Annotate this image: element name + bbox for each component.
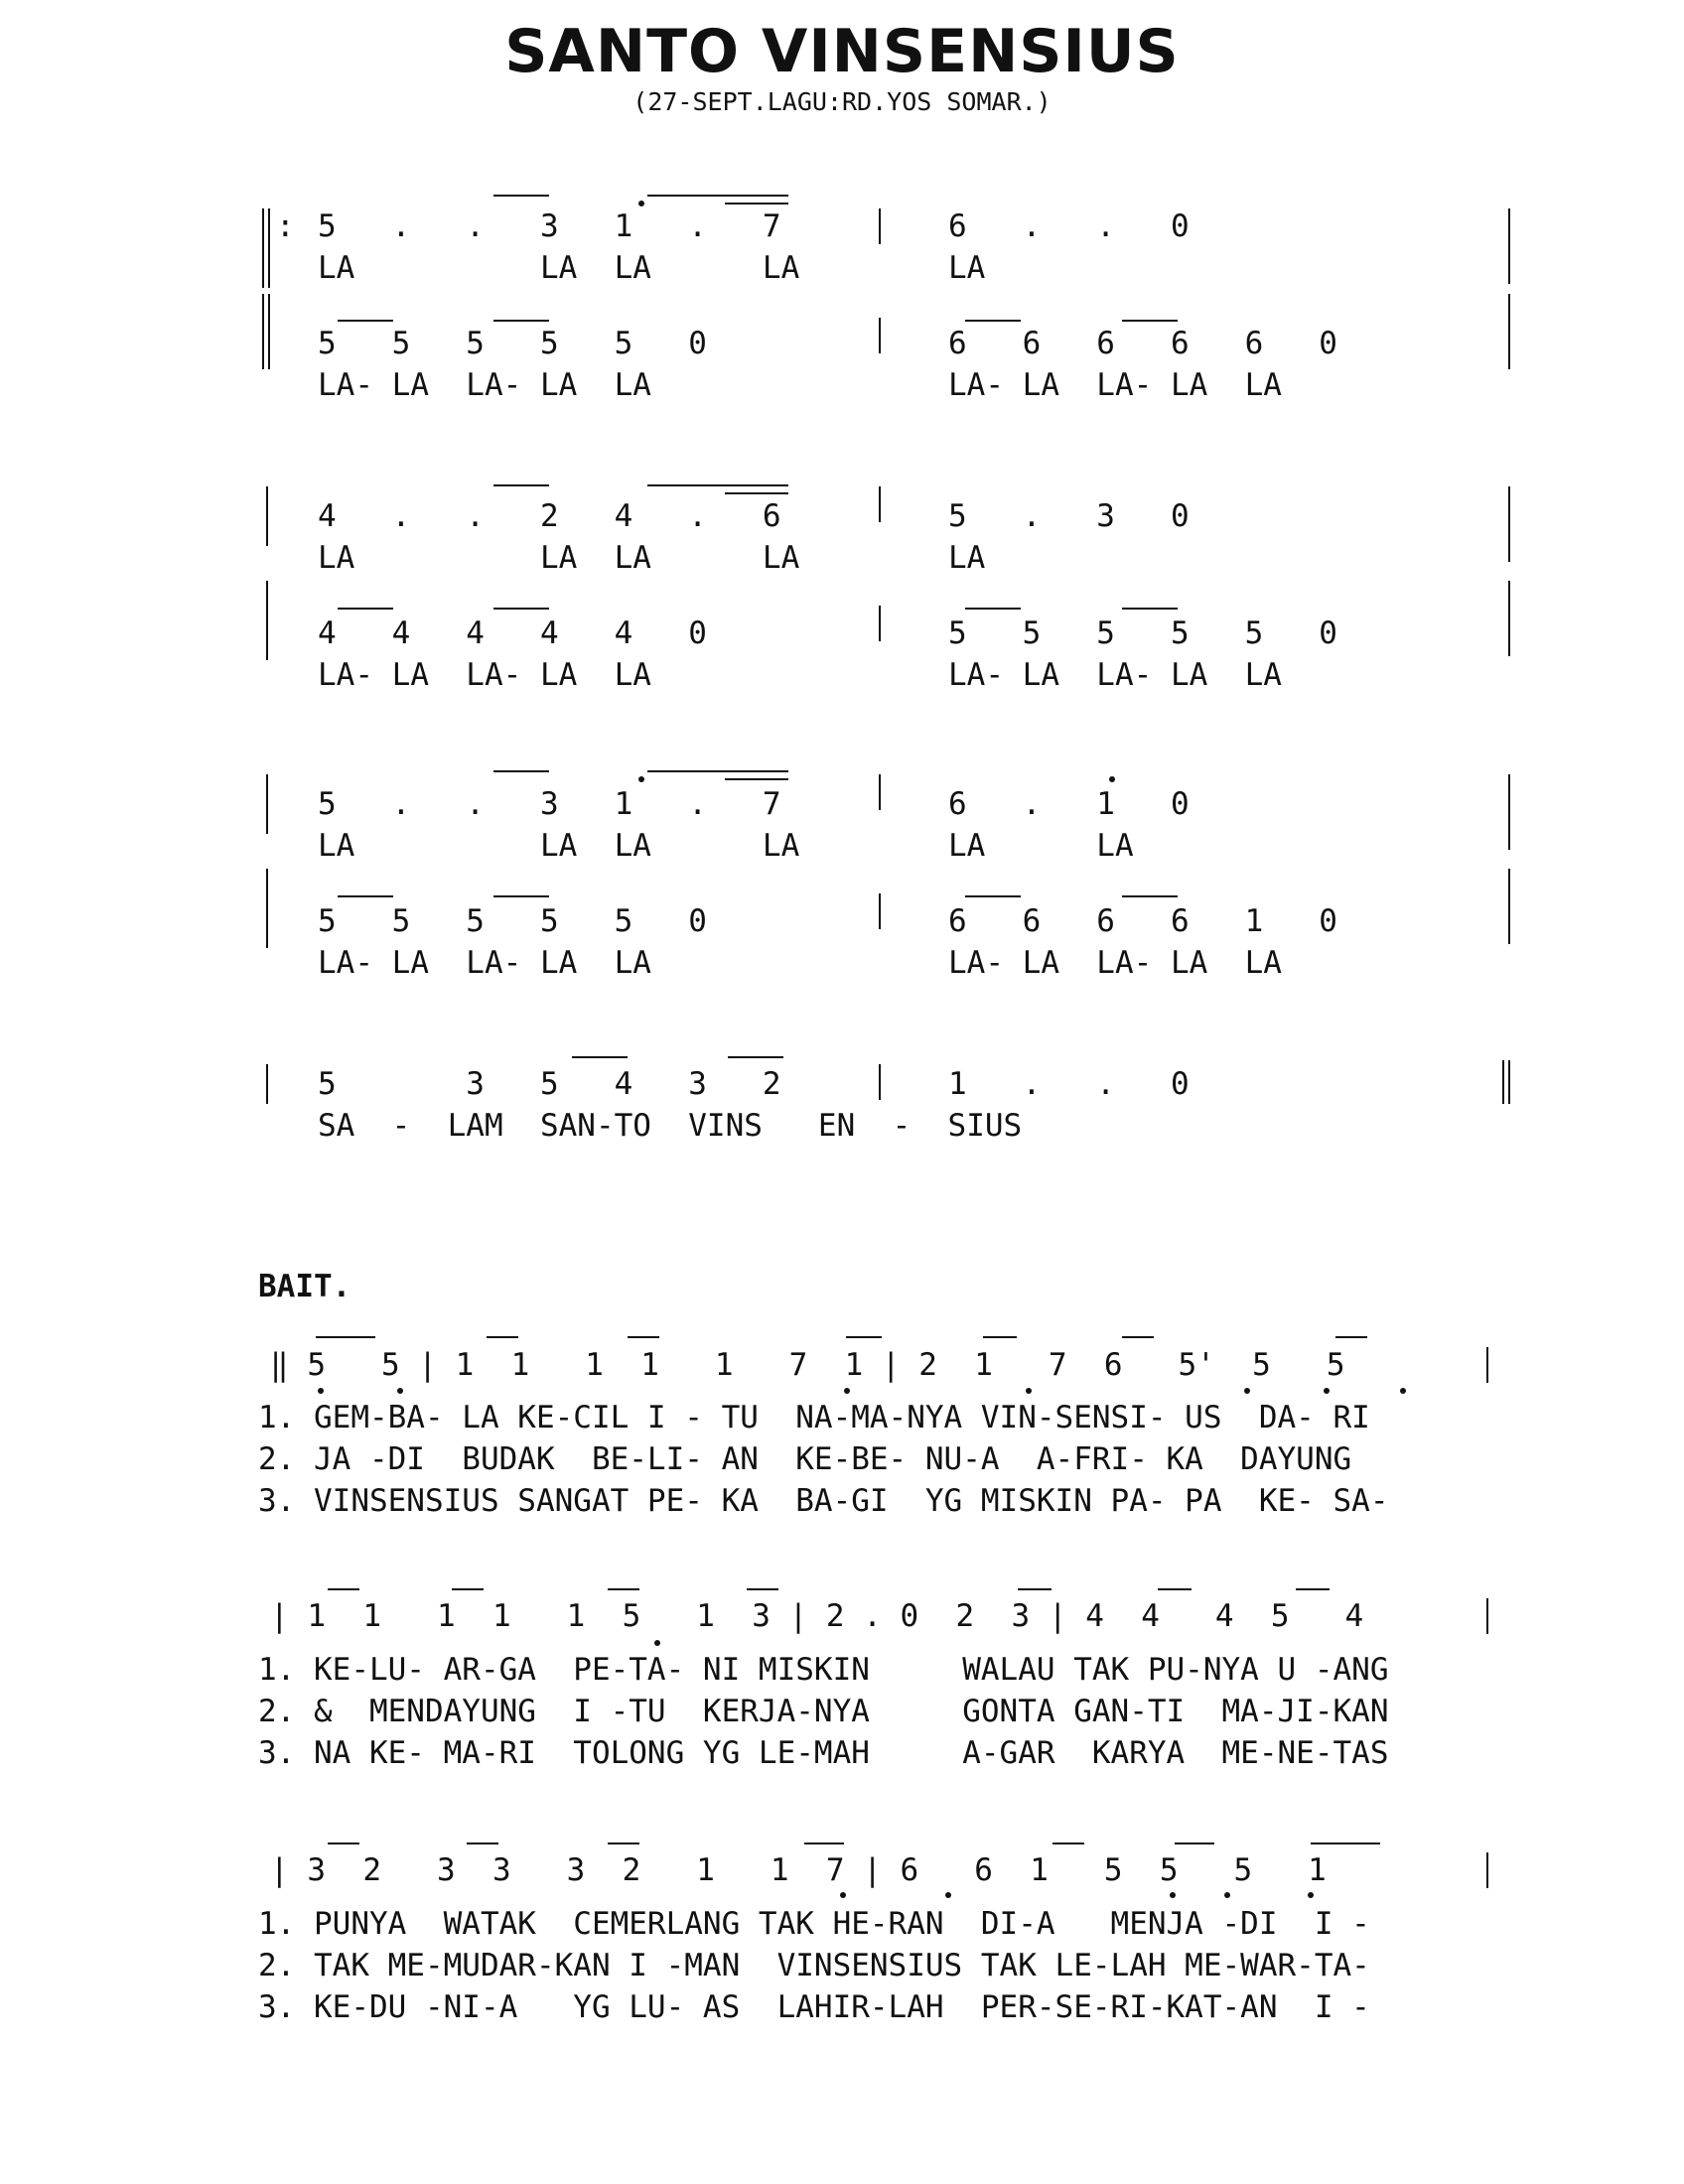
double-barline <box>262 208 270 288</box>
beam-line <box>1158 1588 1192 1590</box>
beam-line <box>965 320 1021 322</box>
barline <box>266 774 268 834</box>
beam-line <box>1122 608 1178 610</box>
verse-line: 2. JA -DI BUDAK BE-LI- AN KE-BE- NU-A A-FRI- KA DAYUNG <box>258 1441 1352 1477</box>
page-subtitle: (27-SEPT.LAGU:RD.YOS SOMAR.) <box>632 87 1052 116</box>
octave-dot <box>318 1388 324 1394</box>
octave-dot <box>397 1388 403 1394</box>
note-line: 5 5 5 5 5 0 <box>318 903 707 939</box>
beam-line <box>493 320 549 322</box>
repeat-sign: : <box>276 208 295 244</box>
end-barline <box>1486 1852 1488 1888</box>
octave-dot <box>638 201 644 206</box>
octave-dot <box>945 1892 951 1898</box>
beam-line <box>316 1336 375 1338</box>
barline <box>879 1064 881 1100</box>
beam-line <box>1296 1588 1330 1590</box>
lyric-line: LA- LA LA- LA LA <box>318 945 651 981</box>
lyric-line: LA LA LA LA <box>318 250 800 286</box>
end-barline <box>1486 1598 1488 1634</box>
note-line: 5 . . 3 1 . 7 <box>318 786 781 822</box>
note-line: 6 6 6 6 6 0 <box>948 326 1337 361</box>
beam-line <box>1335 1336 1367 1338</box>
beam-line <box>725 492 788 494</box>
note-line: 6 . . 0 <box>948 208 1190 244</box>
beam-line <box>725 778 788 780</box>
octave-dot <box>1224 1892 1230 1898</box>
barline <box>1508 208 1510 284</box>
beam-line <box>338 895 393 897</box>
beam-line <box>328 1588 359 1590</box>
octave-dot <box>1109 776 1115 782</box>
beam-line <box>338 320 393 322</box>
barline <box>266 1064 268 1104</box>
beam-line <box>608 1843 639 1844</box>
beam-line <box>1122 895 1178 897</box>
beam-line <box>1311 1843 1380 1844</box>
note-line: 1 . . 0 <box>948 1066 1190 1102</box>
barline <box>1508 869 1510 944</box>
double-barline <box>262 294 270 369</box>
beam-line <box>493 895 549 897</box>
verse-line: 1. GEM-BA- LA KE-CIL I - TU NA-MA-NYA VIN-SENSI- US DA- RI <box>258 1400 1370 1435</box>
verse-line: 3. KE-DU -NI-A YG LU- AS LAHIR-LAH PER-SE-RI-KAT-AN I - <box>258 1989 1370 2025</box>
octave-dot <box>1308 1892 1314 1898</box>
note-line: 5 5 5 5 5 0 <box>948 615 1337 651</box>
note-line: 5 . 3 0 <box>948 498 1190 534</box>
barline <box>266 869 268 948</box>
barline <box>266 486 268 546</box>
barline <box>1508 774 1510 850</box>
beam-line <box>728 1056 783 1058</box>
beam-line <box>628 1336 659 1338</box>
note-line: 4 4 4 4 4 0 <box>318 615 707 651</box>
lyric-line: LA <box>948 250 986 286</box>
beam-line <box>747 1588 778 1590</box>
beam-line <box>846 1336 882 1338</box>
note-line: | 3 2 3 3 3 2 1 1 7 | 6 6 1 5 5 5 1 <box>270 1852 1327 1888</box>
verse-line: 1. KE-LU- AR-GA PE-TA- NI MISKIN WALAU TAK PU-NYA U -ANG <box>258 1652 1389 1688</box>
barline <box>1508 294 1510 369</box>
beam-line <box>983 1336 1017 1338</box>
beam-line <box>804 1843 844 1844</box>
barline <box>879 606 881 641</box>
beam-line <box>493 195 549 197</box>
double-barline <box>1502 1060 1510 1104</box>
note-line: 5 5 5 5 5 0 <box>318 326 707 361</box>
lyric-line: LA- LA LA- LA LA <box>318 657 651 693</box>
lyric-line: SA - LAM SAN-TO VINS EN - SIUS <box>318 1108 1023 1144</box>
octave-dot <box>840 1892 846 1898</box>
octave-dot <box>1170 1892 1176 1898</box>
beam-line <box>608 1588 639 1590</box>
lyric-line: LA LA LA LA <box>318 828 800 864</box>
barline <box>879 486 881 522</box>
barline <box>1508 581 1510 656</box>
verse-line: 3. VINSENSIUS SANGAT PE- KA BA-GI YG MISKIN PA- PA KE- SA- <box>258 1483 1389 1519</box>
lyric-line: LA LA <box>948 828 1134 864</box>
bait-label: BAIT. <box>258 1269 351 1304</box>
barline <box>879 208 881 244</box>
note-line: 5 3 5 4 3 2 <box>318 1066 781 1102</box>
barline <box>879 774 881 810</box>
beam-line <box>487 1336 518 1338</box>
beam-line <box>338 608 393 610</box>
verse-line: 3. NA KE- MA-RI TOLONG YG LE-MAH A-GAR KARYA ME-NE-TAS <box>258 1735 1389 1771</box>
note-line: | 1 1 1 1 1 5 1 3 | 2 . 0 2 3 | 4 4 4 5 4 <box>270 1598 1364 1634</box>
beam-line <box>1122 1336 1154 1338</box>
lyric-line: LA <box>948 540 986 576</box>
lyric-line: LA LA LA LA <box>318 540 800 576</box>
beam-line <box>647 195 788 197</box>
lyric-line: LA- LA LA- LA LA <box>318 367 651 403</box>
verse-line: 2. & MENDAYUNG I -TU KERJA-NYA GONTA GAN-TI MA-JI-KAN <box>258 1694 1389 1729</box>
barline <box>266 581 268 660</box>
page-title: SANTO VINSENSIUS <box>504 17 1180 86</box>
octave-dot <box>1400 1388 1406 1394</box>
verse-line: 2. TAK ME-MUDAR-KAN I -MAN VINSENSIUS TAK LE-LAH ME-WAR-TA- <box>258 1948 1370 1983</box>
beam-line <box>572 1056 628 1058</box>
beam-line <box>725 203 788 205</box>
beam-line <box>1018 1588 1052 1590</box>
octave-dot <box>1324 1388 1330 1394</box>
beam-line <box>965 608 1021 610</box>
beam-line <box>493 484 549 486</box>
beam-line <box>1122 320 1178 322</box>
note-line: 4 . . 2 4 . 6 <box>318 498 781 534</box>
beam-line <box>1052 1843 1084 1844</box>
note-line: ‖ 5 5 | 1 1 1 1 1 7 1 | 2 1 7 6 5' 5 5 <box>270 1347 1345 1383</box>
octave-dot <box>1244 1388 1250 1394</box>
barline <box>1508 486 1510 562</box>
octave-dot <box>638 776 644 782</box>
beam-line <box>1175 1843 1214 1844</box>
beam-line <box>965 895 1021 897</box>
beam-line <box>467 1843 498 1844</box>
note-line: 5 . . 3 1 . 7 <box>318 208 781 244</box>
beam-line <box>493 770 549 772</box>
barline <box>879 893 881 929</box>
note-line: 6 6 6 6 1 0 <box>948 903 1337 939</box>
barline <box>879 318 881 353</box>
beam-line <box>647 770 788 772</box>
beam-line <box>328 1843 359 1844</box>
beam-line <box>493 608 549 610</box>
octave-dot <box>844 1388 850 1394</box>
verse-line: 1. PUNYA WATAK CEMERLANG TAK HE-RAN DI-A MENJA -DI I - <box>258 1906 1370 1942</box>
lyric-line: LA- LA LA- LA LA <box>948 657 1282 693</box>
beam-line <box>452 1588 484 1590</box>
lyric-line: LA- LA LA- LA LA <box>948 945 1282 981</box>
note-line: 6 . 1 0 <box>948 786 1190 822</box>
beam-line <box>647 484 788 486</box>
end-barline <box>1486 1347 1488 1383</box>
octave-dot <box>1026 1388 1032 1394</box>
lyric-line: LA- LA LA- LA LA <box>948 367 1282 403</box>
octave-dot <box>654 1640 660 1646</box>
